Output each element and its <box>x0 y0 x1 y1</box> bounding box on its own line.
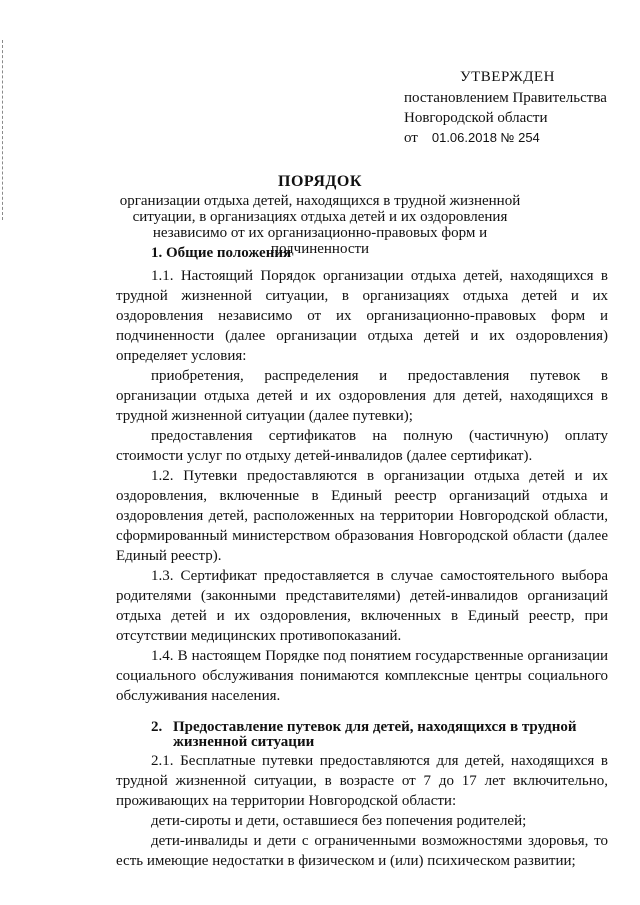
section-2-heading-line-1: Предоставление путевок для детей, находящихся в трудной <box>173 719 577 735</box>
document-title: ПОРЯДОК <box>278 173 362 190</box>
scan-binding-edge <box>2 40 5 220</box>
paragraph-1-1: 1.1. Настоящий Порядок организации отдыха детей, находящихся в трудной жизненной ситуации, в организациях отдыха детей и их оздоровления независимо от их организационно-правовых форм и подчиненности (далее организации отдыха детей и их оздоровления) определяет условия: <box>116 268 608 364</box>
paragraph-1-1-a: приобретения, распределения и предоставления путевок в организации отдыха детей и их оздоровления для детей, находящихся в трудной жизненной ситуации (далее путевки); <box>116 368 608 424</box>
approval-heading: УТВЕРЖДЕН <box>460 69 555 85</box>
paragraph-2-1-b: дети-инвалиды и дети с ограниченными возможностями здоровья, то есть имеющие недостатки в физическом и (или) психическом развитии; <box>116 833 608 869</box>
paragraph-1-4: 1.4. В настоящем Порядке под понятием государственные организации социального обслуживания понимаются комплексные центры социального обслуживания населения. <box>116 648 608 704</box>
section-2-heading <box>116 720 608 750</box>
approval-line-1: постановлением Правительства <box>404 90 607 106</box>
paragraph-2-1: 2.1. Бесплатные путевки предоставляются для детей, находящихся в трудной жизненной ситуации, в возрасте от 7 до 17 лет включительно, проживающих на территории Новгородской области: <box>116 753 608 809</box>
document-subtitle: организации отдыха детей, находящихся в трудной жизненной ситуации, в организациях отдыха детей и их оздоровления независимо от их организационно-правовых форм и подчиненности <box>119 193 521 257</box>
paragraph-1-1-b: предоставления сертификатов на полную (частичную) оплату стоимости услуг по отдыху детей-инвалидов (далее сертификат). <box>116 428 608 464</box>
paragraph-1-2: 1.2. Путевки предоставляются в организации отдыха детей и их оздоровления, включенные в Единый реестр организаций отдыха и оздоровления детей, расположенных на территории Новгородской области, сформированный министерством образования Новгородской области (далее Единый реестр). <box>116 468 608 564</box>
approval-line-2: Новгородской области <box>404 110 548 126</box>
section-1-heading: 1. Общие положения <box>151 245 292 261</box>
paragraph-2-1-a: дети-сироты и дети, оставшиеся без попечения родителей; <box>151 813 527 829</box>
approval-date-prefix: от <box>404 130 418 146</box>
section-2-heading-line-2: жизненной ситуации <box>173 734 315 750</box>
paragraph-1-3: 1.3. Сертификат предоставляется в случае самостоятельного выбора родителями (законными представителями) детей-инвалидов организаций отдыха детей и их оздоровления, включенных в Единый реестр, при отсутствии медицинских противопоказаний. <box>116 568 608 644</box>
approval-date <box>404 128 607 148</box>
document-body <box>116 244 608 871</box>
approval-date-value: 01.06.2018 № 254 <box>431 130 540 145</box>
approval-stamp <box>404 67 607 148</box>
section-2-number: 2. <box>151 719 163 735</box>
